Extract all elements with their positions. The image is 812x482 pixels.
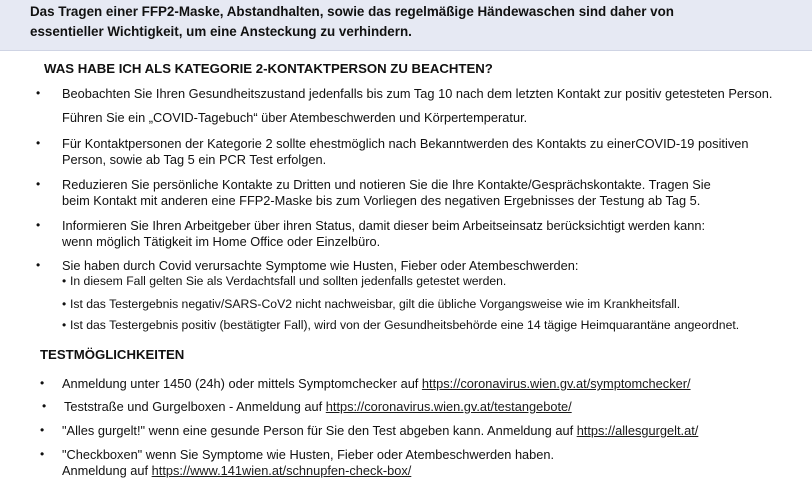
- item-text: Anmeldung unter 1450 (24h) oder mittels Symptomchecker auf: [62, 376, 422, 391]
- bullet-icon: •: [36, 136, 41, 150]
- item-text: "Alles gurgelt!" wenn eine gesunde Person für Sie den Test abgeben kann. Anmeldung auf: [62, 423, 577, 438]
- list-item-line: Person, sowie ab Tag 5 ein PCR Test erfolgen.: [62, 152, 327, 167]
- sub-list-item: In diesem Fall gelten Sie als Verdachtsfall und sollten jedenfalls getestet werden.: [70, 274, 507, 288]
- bullet-icon: •: [42, 399, 47, 413]
- list-item-line: Reduzieren Sie persönliche Kontakte zu Dritten und notieren Sie die Ihre Kontakte/Gesprächskontakte. Tragen Sie: [62, 177, 711, 192]
- banner-text: [30, 2, 790, 42]
- item-text: Teststraße und Gurgelboxen - Anmeldung auf: [64, 399, 326, 414]
- list-item-line: [62, 423, 698, 438]
- banner-line-1: Das Tragen einer FFP2-Maske, Abstandhalten, sowie das regelmäßige Händewaschen sind daher von: [30, 4, 674, 19]
- bullet-icon: •: [40, 423, 45, 437]
- bullet-icon: •: [62, 297, 67, 311]
- bullet-icon: •: [36, 177, 41, 191]
- symptomchecker-link[interactable]: https://coronavirus.wien.gv.at/symptomchecker/: [421, 376, 691, 391]
- sub-list-item: Ist das Testergebnis positiv (bestätigter Fall), wird von der Gesundheitsbehörde eine 14 tägige Heimquarantäne angeordnet.: [70, 318, 740, 332]
- list-item-line: beim Kontakt mit anderen eine FFP2-Maske bis zum Vorliegen des negativen Ergebnisses der Testung ab Tag 5.: [62, 193, 701, 208]
- section-heading-testmoeglichkeiten: TESTMÖGLICHKEITEN: [40, 347, 185, 362]
- list-item-line: "Checkboxen" wenn Sie Symptome wie Husten, Fieber oder Atembeschwerden haben.: [62, 447, 555, 462]
- list-item-line: wenn möglich Tätigkeit im Home Office oder Einzelbüro.: [62, 234, 381, 249]
- checkbox-link[interactable]: https://www.141wien.at/schnupfen-check-box/: [151, 463, 412, 478]
- list-item-line: Informieren Sie Ihren Arbeitgeber über ihren Status, damit dieser beim Arbeitseinsatz berücksichtigt werden kann:: [62, 218, 706, 233]
- bullet-icon: •: [36, 218, 41, 232]
- bullet-icon: •: [40, 447, 45, 461]
- banner-line-2: essentieller Wichtigkeit, um eine Ansteckung zu verhindern.: [30, 24, 412, 39]
- list-item-line: Für Kontaktpersonen der Kategorie 2 sollte ehestmöglich nach Bekanntwerden des Kontakts zu einerCOVID-19 positiven: [62, 136, 749, 151]
- list-item-line: Sie haben durch Covid verursachte Symptome wie Husten, Fieber oder Atembeschwerden:: [62, 258, 579, 273]
- list-item-line: Führen Sie ein „COVID-Tagebuch“ über Atembeschwerden und Körpertemperatur.: [62, 110, 528, 125]
- bullet-icon: •: [36, 258, 41, 272]
- scrollbar[interactable]: [806, 52, 812, 482]
- bullet-icon: •: [36, 86, 41, 100]
- list-item-line: Beobachten Sie Ihren Gesundheitszustand jedenfalls bis zum Tag 10 nach dem letzten Kontakt zur positiv getesteten Person.: [62, 86, 773, 101]
- bullet-icon: •: [62, 274, 67, 288]
- highlight-banner: [0, 0, 812, 51]
- list-item-line: [62, 376, 691, 391]
- testangebote-link[interactable]: https://coronavirus.wien.gv.at/testangebote/: [325, 399, 572, 414]
- bullet-icon: •: [40, 376, 45, 390]
- item-text: Anmeldung auf: [62, 463, 152, 478]
- bullet-icon: •: [62, 318, 67, 332]
- allesgurgelt-link[interactable]: https://allesgurgelt.at/: [576, 423, 699, 438]
- section-heading-kontaktperson: WAS HABE ICH ALS KATEGORIE 2-KONTAKTPERSON ZU BEACHTEN?: [44, 61, 493, 76]
- sub-list-item: Ist das Testergebnis negativ/SARS-CoV2 nicht nachweisbar, gilt die übliche Vorgangsweise wie im Krankheitsfall.: [70, 297, 681, 311]
- list-item-line: [62, 463, 411, 478]
- list-item-line: [64, 399, 572, 414]
